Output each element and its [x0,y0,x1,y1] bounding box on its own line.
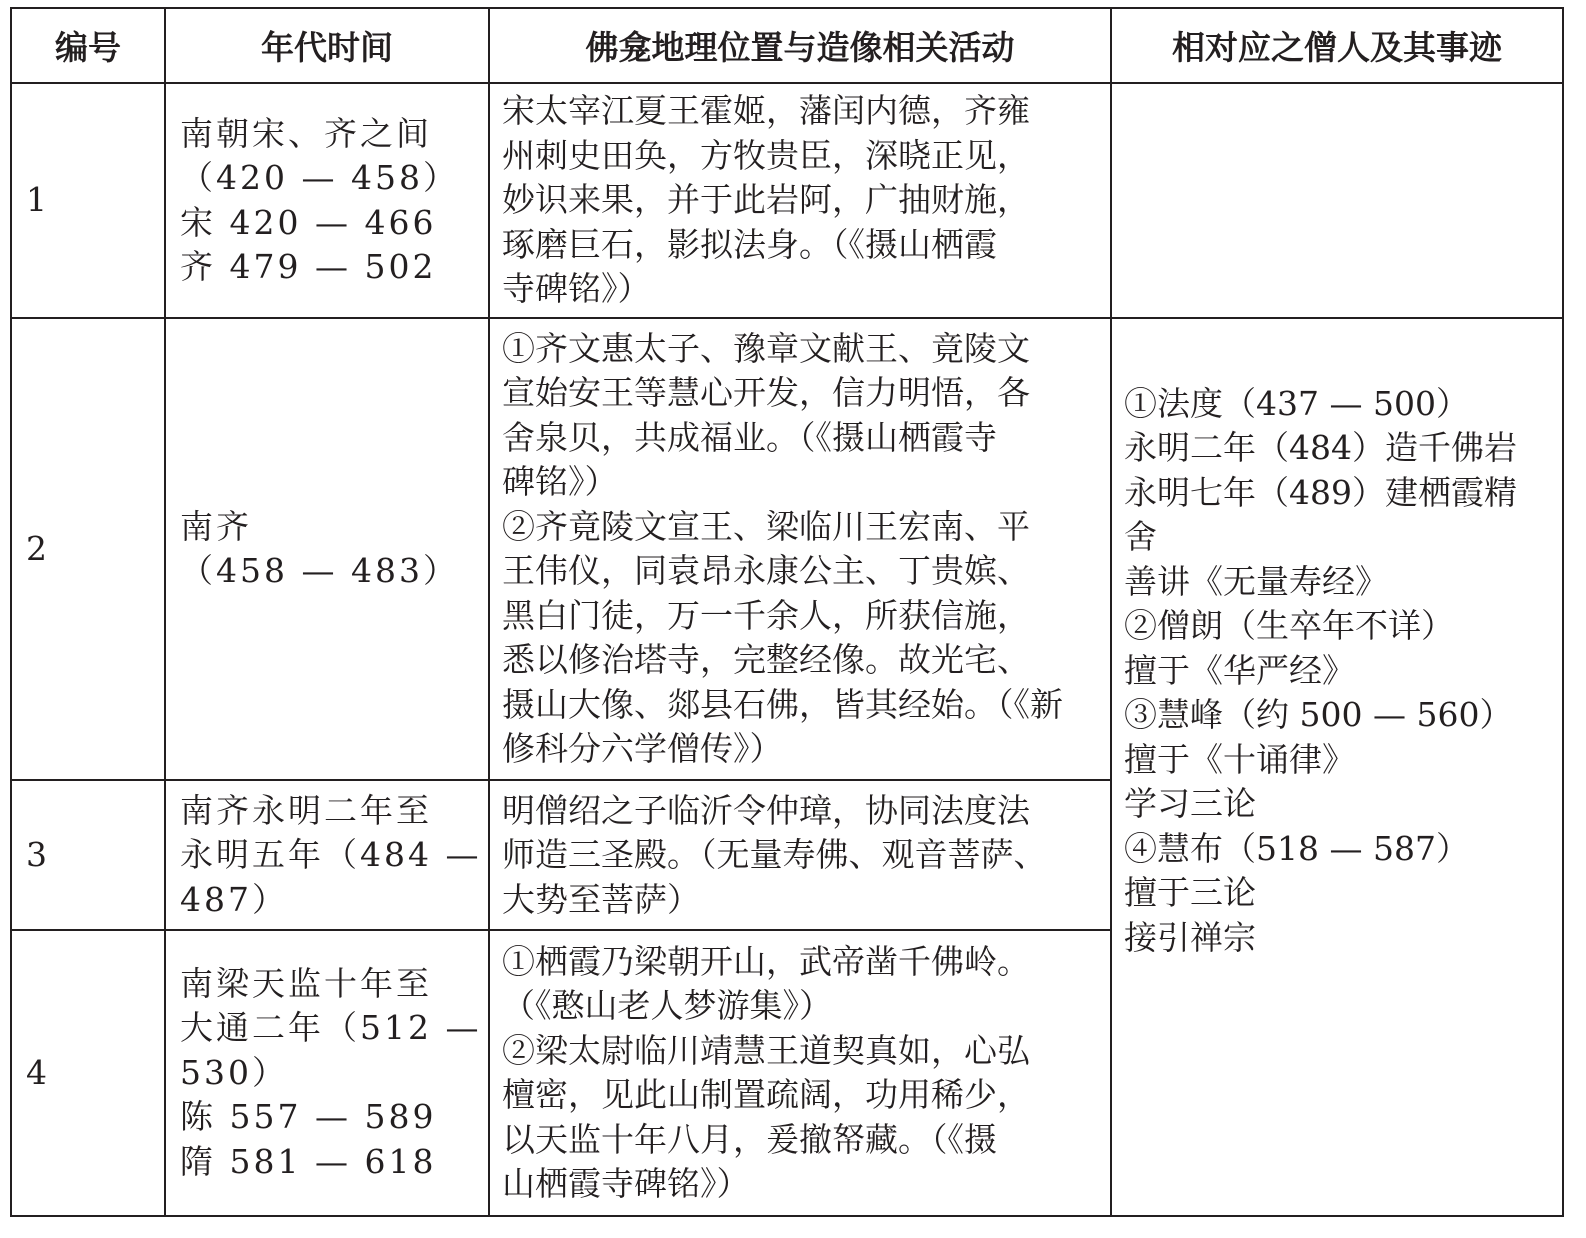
activity-line: 悉以修治塔寺，完整经像。故光宅、 [502,640,1030,680]
period-line: 齐 479 — 502 [180,247,437,287]
activity-line: 檀密，见此山制置疏阔，功用稀少， [502,1075,1030,1115]
monk-line: ②僧朗（生卒年不详） [1124,606,1454,646]
monk-line: ④慧布（518 — 587） [1124,828,1469,868]
row-number: 1 [11,83,165,318]
period-line: （420 — 458） [180,158,459,198]
monks-cell-empty [1111,83,1563,318]
period-line: （458 — 483） [180,551,459,591]
monk-line: 擅于三论 [1124,873,1256,913]
activity-line: 碑铭》） [502,462,618,502]
header-number: 编号 [11,8,165,83]
activity-paragraph [502,940,1100,1029]
period-line: 隋 581 — 618 [180,1141,437,1181]
period-line: 南朝宋、齐之间 [180,113,432,153]
activity-line: （《憨山老人梦游集》） [502,986,832,1026]
period-cell [165,83,489,318]
activity-paragraph [502,505,1100,772]
monk-line: 擅于《华严经》 [1124,650,1355,690]
period-line: 大通二年（512 — [180,1008,482,1048]
period-cell [165,780,489,930]
row-number: 4 [11,930,165,1216]
activity-line: 王伟仪，同袁昂永康公主、丁贵嫔、 [502,551,1030,591]
monks-list [1124,382,1552,961]
activity-line: ①栖霞乃梁朝开山，武帝凿千佛岭。 [502,941,1030,981]
period-line: 南齐 [180,506,252,546]
period-line: 陈 557 — 589 [180,1097,437,1137]
header-period: 年代时间 [165,8,489,83]
row-number: 3 [11,780,165,930]
table-row [11,318,1563,780]
monk-line: 善讲《无量寿经》 [1124,561,1388,601]
activity-line: 寺碑铭》） [502,269,651,309]
activity-line: 山栖霞寺碑铭》） [502,1164,750,1204]
activity-paragraph [502,89,1100,312]
header-activity: 佛龛地理位置与造像相关活动 [489,8,1111,83]
period-line: 南齐永明二年至 [180,790,432,830]
period-cell [165,930,489,1216]
monk-line: 学习三论 [1124,784,1256,824]
activity-paragraph [502,789,1100,923]
period-line: 宋 420 — 466 [180,202,437,242]
activity-line: 摄山大像、郯县石佛，皆其经始。（《新 [502,684,1063,724]
period-line: 南梁天监十年至 [180,963,432,1003]
activity-cell [489,930,1111,1216]
activity-line: 宋太宰江夏王霍姬，藩闰内德，齐雍 [502,91,1030,131]
activity-line: 明僧绍之子临沂令仲璋，协同法度法 [502,790,1030,830]
period-line: 487） [180,879,288,919]
table-row [11,83,1563,318]
period-line: 永明五年（484 — [180,835,482,875]
activity-line: 大势至菩萨） [502,879,700,919]
activity-paragraph [502,327,1100,505]
monk-line: 永明二年（484）造千佛岩 [1124,428,1517,468]
monks-cell [1111,318,1563,1216]
monk-line: 舍 [1124,517,1157,557]
monk-history-table [10,7,1564,1217]
activity-line: 黑白门徒，万一千余人，所获信施， [502,595,1030,635]
period-line: 530） [180,1052,288,1092]
activity-paragraph [502,1029,1100,1207]
activity-line: 妙识来果，并于此岩阿，广抽财施， [502,180,1030,220]
activity-line: 修科分六学僧传》） [502,729,783,769]
row-number: 2 [11,318,165,780]
period-cell [165,318,489,780]
header-row [11,8,1563,83]
activity-line: 以天监十年八月，爰撤帑藏。（《摄 [502,1119,997,1159]
activity-line: ②齐竟陵文宣王、梁临川王宏南、平 [502,506,1030,546]
activity-line: 师造三圣殿。（无量寿佛、观音菩萨、 [502,835,1047,875]
activity-line: 州刺史田奂，方牧贵臣，深晓正见， [502,135,1030,175]
activity-cell [489,780,1111,930]
activity-line: 琢磨巨石，影拟法身。（《摄山栖霞 [502,224,997,264]
monk-line: ①法度（437 — 500） [1124,383,1469,423]
activity-line: ①齐文惠太子、豫章文献王、竟陵文 [502,328,1030,368]
monk-line: ③慧峰（约 500 — 560） [1124,695,1513,735]
monk-line: 接引禅宗 [1124,917,1256,957]
activity-line: 舍泉贝，共成福业。（《摄山栖霞寺 [502,417,997,457]
activity-cell [489,83,1111,318]
activity-line: 宣始安王等慧心开发，信力明悟，各 [502,373,1030,413]
activity-line: ②梁太尉临川靖慧王道契真如，心弘 [502,1030,1030,1070]
header-monks: 相对应之僧人及其事迹 [1111,8,1563,83]
monk-line: 擅于《十诵律》 [1124,739,1355,779]
monk-line: 永明七年（489）建栖霞精 [1124,472,1517,512]
activity-cell [489,318,1111,780]
